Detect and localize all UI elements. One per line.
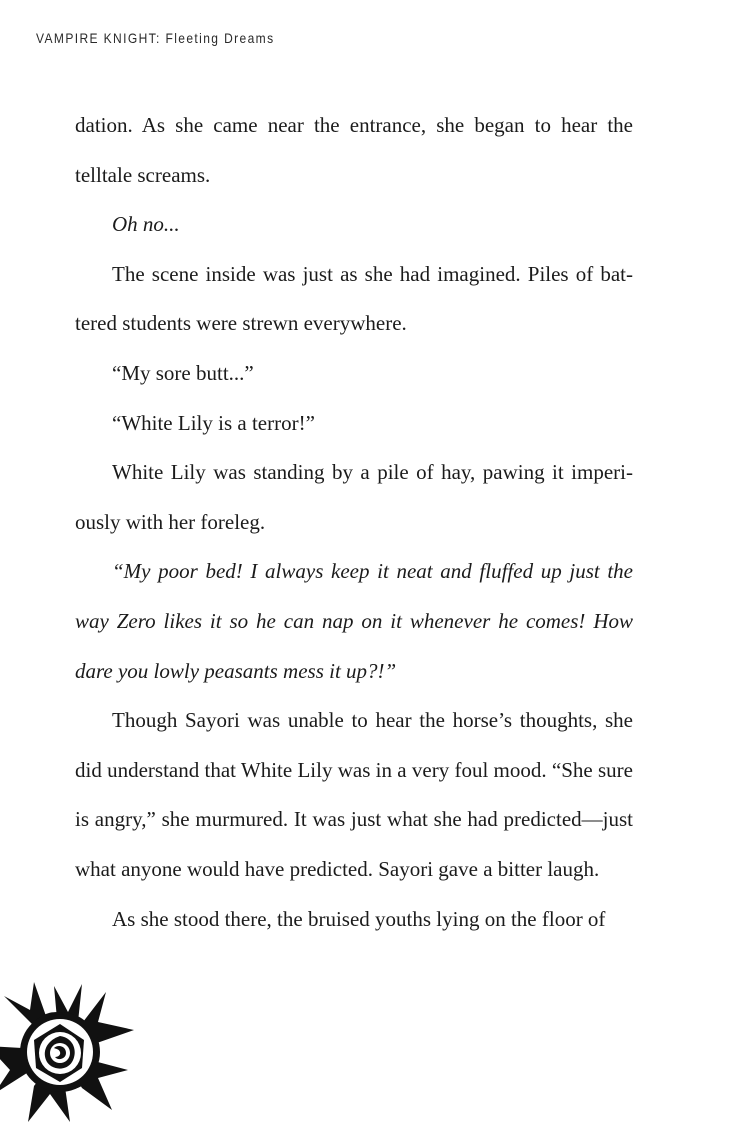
paragraph: Though Sayori was unable to hear the horse’s thoughts, she did understand that White Lily was in a very foul mood. “She sure is angry,” she murmured. It was just what she had predicted—just what anyone would have predicted. Sayori gave a bitter laugh.: [75, 708, 633, 881]
paragraph: White Lily was standing by a pile of hay, pawing it imperiously with her foreleg.: [75, 460, 633, 534]
paragraph: The scene inside was just as she had imagined. Piles of battered students were strewn everywhere.: [75, 261, 633, 336]
rose-ornament-icon: [0, 982, 140, 1122]
paragraph: dation. As she came near the entrance, she began to hear the telltale screams.: [75, 113, 633, 187]
running-head: VAMPIRE KNIGHT: Fleeting Dreams: [36, 30, 275, 46]
paragraph: As she stood there, the bruised youths lying on the floor of: [112, 906, 606, 931]
paragraph: “White Lily is a terror!”: [112, 410, 315, 435]
page-body: [75, 101, 633, 944]
paragraph: Oh no...: [112, 212, 180, 237]
paragraph: “My poor bed! I always keep it neat and fluffed up just the way Zero likes it so he can nap on it whenever he comes! How dare you lowly peasants mess it up?!”: [75, 559, 633, 683]
paragraph: “My sore butt...”: [112, 360, 254, 385]
